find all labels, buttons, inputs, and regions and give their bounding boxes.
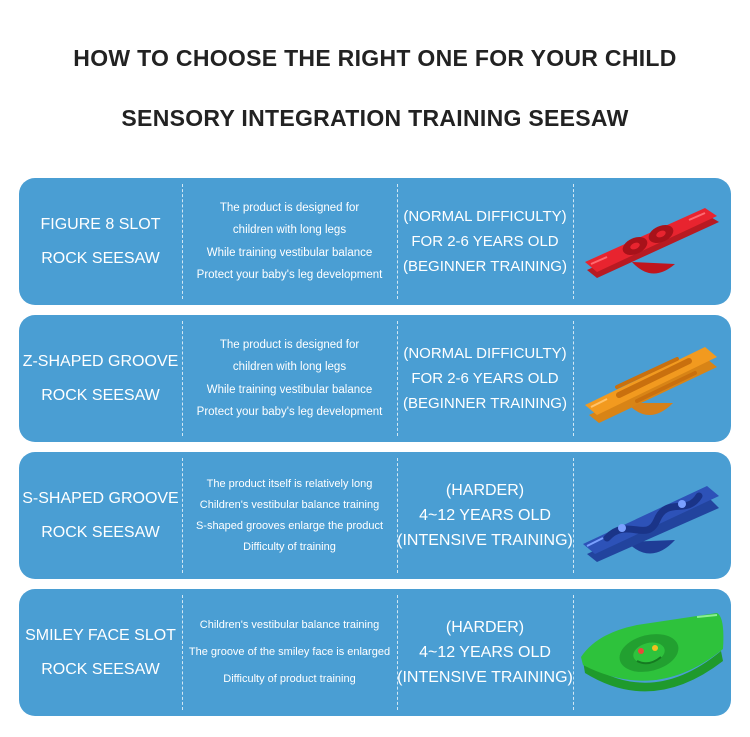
blue-s-groove-seesaw-image — [577, 466, 727, 566]
red-figure-8-seesaw-image — [577, 192, 727, 292]
product-image-cell — [573, 589, 731, 716]
product-description: The product is designed for children with long legs While training vestibular balance Protect your baby's leg development — [196, 338, 383, 418]
product-image-cell — [573, 315, 731, 442]
product-name: Z-SHAPED GROOVE ROCK SEESAW — [22, 352, 179, 404]
green-smiley-seesaw-image — [577, 603, 727, 703]
difficulty-level: (HARDER) 4~12 YEARS OLD (INTENSIVE TRAINING) — [397, 619, 573, 686]
difficulty-level: (HARDER) 4~12 YEARS OLD (INTENSIVE TRAINING) — [397, 482, 573, 549]
product-description: Children's vestibular balance training The groove of the smiley face is enlarged Difficulty of product training — [188, 619, 391, 685]
product-name: S-SHAPED GROOVE ROCK SEESAW — [22, 489, 179, 541]
seesaw-row-smiley-face — [19, 589, 731, 716]
page-subtitle: SENSORY INTEGRATION TRAINING SEESAW — [121, 105, 629, 131]
difficulty-level: (NORMAL DIFFICULTY) FOR 2-6 YEARS OLD (BEGINNER TRAINING) — [403, 345, 567, 412]
seesaw-row-figure-8 — [19, 178, 731, 305]
seesaw-row-z-groove — [19, 315, 731, 442]
orange-z-groove-seesaw-image — [577, 329, 727, 429]
product-description: The product is designed for children with long legs While training vestibular balance Protect your baby's leg development — [196, 201, 383, 281]
difficulty-level: (NORMAL DIFFICULTY) FOR 2-6 YEARS OLD (BEGINNER TRAINING) — [403, 208, 567, 275]
product-image-cell — [573, 178, 731, 305]
seesaw-row-s-groove — [19, 452, 731, 579]
product-name: SMILEY FACE SLOT ROCK SEESAW — [25, 626, 176, 678]
product-description: The product itself is relatively long Children's vestibular balance training S-shaped grooves enlarge the product Difficulty of training — [195, 477, 384, 553]
product-image-cell — [573, 452, 731, 579]
page-title: HOW TO CHOOSE THE RIGHT ONE FOR YOUR CHILD — [73, 45, 677, 71]
product-name: FIGURE 8 SLOT ROCK SEESAW — [40, 215, 161, 267]
